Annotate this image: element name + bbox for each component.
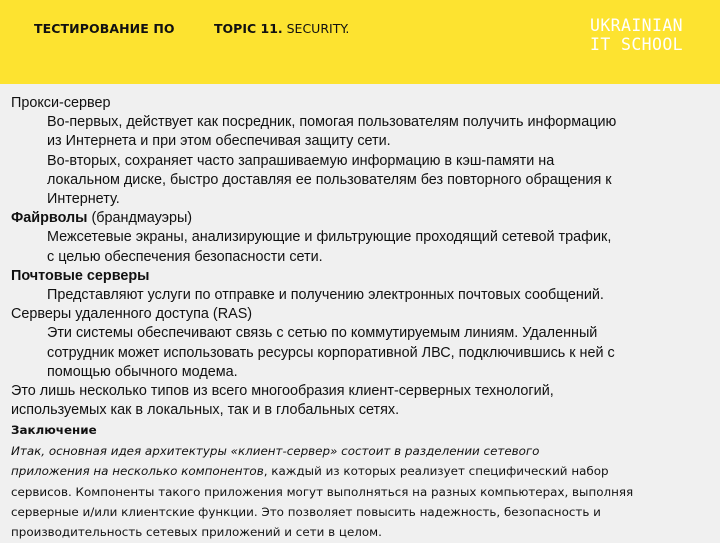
mail-text: Представляют услуги по отправке и получению электронных почтовых сообщений.: [47, 287, 604, 304]
proxy-text: Во-вторых, сохраняет часто запрашиваемую информацию в кэш-памяти на: [47, 152, 555, 169]
course-title: ТЕСТИРОВАНИЕ ПО: [34, 21, 175, 36]
mail-heading: Почтовые серверы: [11, 267, 150, 284]
topic-title: [214, 21, 349, 36]
proxy-text: Интернету.: [47, 191, 120, 208]
firewall-text: с целью обеспечения безопасности сети.: [47, 248, 323, 265]
conclusion-italic: приложения на несколько компонентов: [11, 464, 264, 479]
ras-heading: Серверы удаленного доступа (RAS): [11, 306, 253, 323]
conclusion-rest: , каждый из которых реализует специфический набор: [263, 464, 609, 479]
conclusion-heading: Заключение: [11, 423, 97, 438]
firewall-heading: [11, 209, 711, 228]
school-logo: [590, 16, 683, 54]
proxy-heading: Прокси-сервер: [11, 95, 111, 111]
slide-header: [0, 0, 720, 84]
summary-text: используемых как в локальных, так и в глобальных сетях.: [11, 402, 400, 419]
proxy-text: локальном диске, быстро доставляя ее пользователям без повторного обращения к: [47, 171, 612, 188]
proxy-text: Во-первых, действует как посредник, помогая пользователям получить информацию: [47, 114, 617, 131]
firewall-text: Межсетевые экраны, анализирующие и фильтрующие проходящий сетевой трафик,: [47, 229, 612, 246]
slide-content: [11, 94, 711, 543]
logo-line-1: UKRAINIAN: [590, 16, 684, 35]
proxy-text: из Интернета и при этом обеспечивая защиту сети.: [47, 133, 391, 150]
ras-text: сотрудник может использовать ресурсы корпоративной ЛВС, подключившись к ней с: [47, 344, 615, 361]
conclusion-italic: Итак, основная идея архитектуры «клиент-сервер» состоит в разделении сетевого: [11, 443, 540, 458]
logo-line-2: IT SCHOOL: [590, 35, 684, 54]
conclusion-text: серверные и/или клиентские функции. Это позволяет повысить надежность, безопасность и: [11, 505, 601, 520]
summary-text: Это лишь несколько типов из всего многообразия клиент-серверных технологий,: [11, 383, 554, 400]
conclusion-text: [11, 461, 711, 481]
topic-name: SECURITY.: [282, 21, 350, 36]
conclusion-text: [11, 441, 711, 461]
topic-label: TOPIC 11.: [214, 21, 283, 36]
firewall-heading-rest: (брандмауэры): [87, 210, 193, 227]
conclusion-text: сервисов. Компоненты такого приложения могут выполняться на разных компьютерах, выполняя: [11, 484, 634, 499]
ras-text: Эти системы обеспечивают связь с сетью по коммутируемым линиям. Удаленный: [47, 325, 598, 342]
conclusion-text: производительность сетевых приложений и сети в целом.: [11, 525, 382, 540]
ras-text: помощью обычного модема.: [47, 363, 238, 380]
firewall-heading-bold: Файрволы: [11, 210, 88, 227]
